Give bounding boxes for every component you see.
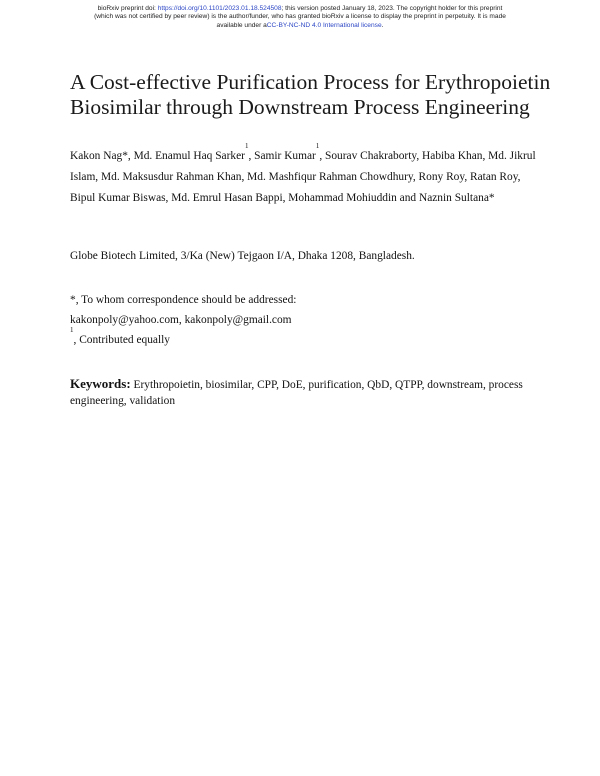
keywords-label: Keywords: — [70, 376, 131, 391]
author-text-3: , Sourav Chakraborty, Habiba Khan, Md. Jikrul Islam, Md. Maksusdur Rahman Khan, Md. Mashfiqur Rahman Chowdhury, Rony Roy, Ratan Roy, Bipul Kumar Biswas, Md. Emrul Hasan Bappi, Mohammad Mohiuddin and Naznin Sultana* — [70, 150, 536, 204]
header-suffix: ; this version posted January 18, 2023. The copyright holder for this preprint — [281, 5, 503, 12]
paper-title: A Cost-effective Purification Process for Erythropoietin Biosimilar through Downstream Process Engineering — [70, 70, 551, 119]
affiliation-marker: 1 — [315, 142, 320, 150]
preprint-header — [30, 5, 570, 30]
correspondence-emails: kakonpoly@yahoo.com, kakonpoly@gmail.com — [70, 314, 292, 326]
doi-link[interactable]: https://doi.org/10.1101/2023.01.18.524508 — [157, 5, 282, 12]
header-line-3 — [30, 22, 570, 30]
note-marker: 1 — [70, 326, 74, 334]
keywords-text: Erythropoietin, biosimilar, CPP, DoE, purification, QbD, QTPP, downstream, process engineering, validation — [70, 379, 523, 407]
license-link[interactable]: CC-BY-NC-ND 4.0 International license — [266, 21, 382, 29]
correspondence-block — [70, 290, 296, 350]
note-text: , Contributed equally — [73, 334, 170, 346]
author-list — [70, 142, 540, 209]
author-text-2: , Samir Kumar — [248, 150, 316, 162]
keywords-block — [70, 376, 540, 409]
affiliation: Globe Biotech Limited, 3/Ka (New) Tejgaon I/A, Dhaka 1208, Bangladesh. — [70, 250, 415, 262]
equal-contribution-note — [70, 326, 296, 350]
license-suffix: . — [381, 21, 384, 29]
header-prefix: bioRxiv preprint doi: — [97, 5, 158, 12]
header-line-1 — [30, 5, 570, 13]
header-line-2: (which was not certified by peer review) is the author/funder, who has granted bioRxiv a license to display the preprint in perpetuity. It is made — [94, 13, 506, 21]
license-prefix: available under a — [216, 21, 267, 29]
affiliation-marker: 1 — [244, 142, 249, 150]
correspondence-line: *, To whom correspondence should be addressed: — [70, 294, 297, 306]
author-text-1: Kakon Nag*, Md. Enamul Haq Sarker — [70, 150, 245, 162]
